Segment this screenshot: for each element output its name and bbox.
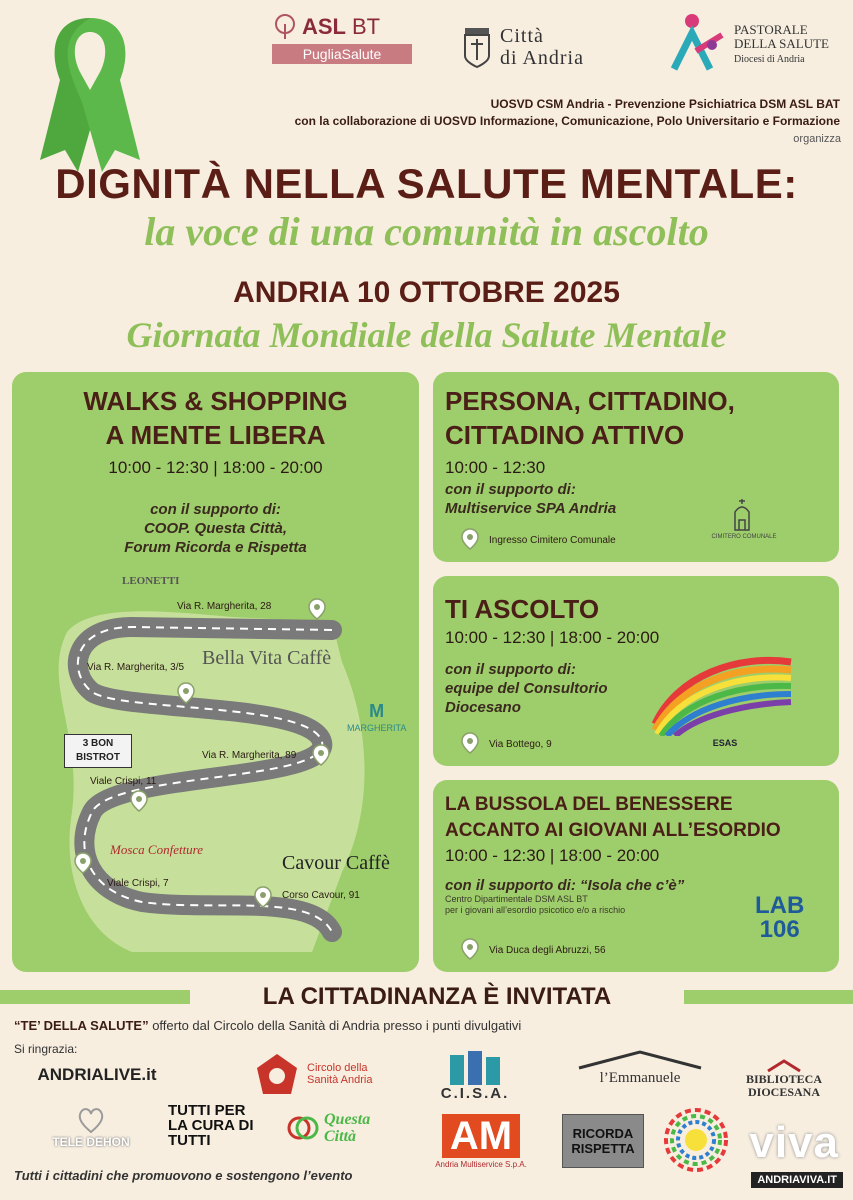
location-pin-icon [308, 598, 326, 620]
book-icon [764, 1057, 804, 1073]
event-title: DIGNITÀ NELLA SALUTE MENTALE: [55, 160, 798, 207]
location-pin-icon [312, 744, 330, 766]
thanks-label: Si ringrazia: [14, 1042, 78, 1056]
stop-address-1: Via R. Margherita, 28 [177, 601, 272, 612]
event-subtitle: la voce di una comunità in ascolto [144, 209, 709, 254]
shop-mosca: Mosca Confetture [110, 842, 204, 857]
sponsor-ricorda: RICORDA RISPETTA [562, 1114, 644, 1168]
emmanuele-label: l’Emmanuele [599, 1069, 681, 1086]
shop-margherita-label: MARGHERITA [347, 723, 407, 733]
questacitta-icon [286, 1111, 320, 1145]
asl-suffix: BT [352, 14, 381, 39]
bussola-time: 10:00 - 12:30 | 18:00 - 20:00 [445, 846, 660, 865]
footer-thanks: Tutti i cittadini che promuovono e sostengono l’evento [14, 1168, 353, 1183]
persona-title-line2: CITTADINO ATTIVO [445, 420, 685, 450]
coat-of-arms-icon [462, 26, 492, 68]
ascolto-address: Via Bottego, 9 [489, 739, 552, 750]
sponsor-circolo [248, 1048, 398, 1100]
ascolto-panel [433, 576, 839, 766]
asl-name: ASL [302, 14, 346, 39]
persona-support [445, 480, 616, 518]
esas-label: ESAS [712, 738, 738, 748]
lab106-logo [755, 894, 804, 942]
cisa-buildings-icon [448, 1051, 502, 1085]
walks-support [12, 500, 419, 557]
pastorale-line2: DELLA SALUTE [734, 36, 829, 51]
pastorale-logo [666, 10, 846, 80]
am-label: AM [442, 1114, 520, 1158]
teledehon-label: TELE DEHON [52, 1135, 130, 1149]
bussola-support: con il supporto di: “Isola che c’è” [445, 877, 685, 894]
organizer-line1: UOSVD CSM Andria - Prevenzione Psichiatrica DSM ASL BAT [490, 97, 840, 111]
sponsor-tutti: TUTTI PER LA CURA DI TUTTI [168, 1101, 254, 1149]
sponsor-am [426, 1110, 536, 1172]
rainbow-logo [647, 646, 797, 736]
lab106-line1: LAB [755, 892, 805, 919]
location-pin-icon [461, 938, 479, 960]
bussola-title-line1: LA BUSSOLA DEL BENESSERE [445, 794, 733, 815]
persona-title [445, 384, 735, 452]
roof-icon [575, 1050, 705, 1070]
walks-support-line2: COOP. Questa Città, [143, 520, 288, 537]
awareness-ribbon-icon [20, 10, 160, 175]
location-pin-icon [177, 682, 195, 704]
persona-support-line2: Multiservice SPA Andria [445, 500, 617, 517]
persona-panel [433, 372, 839, 562]
citta-line1: Città [500, 25, 544, 47]
organizza-label: organizza [793, 133, 841, 145]
circolo-icon [253, 1050, 301, 1098]
walks-time: 10:00 - 12:30 | 18:00 - 20:00 [108, 458, 323, 477]
persona-title-line1: PERSONA, CITTADINO, [445, 386, 735, 416]
location-pin-icon [254, 886, 272, 908]
shop-cavour: Cavour Caffè [282, 852, 390, 874]
bussola-title [445, 792, 781, 844]
ascolto-time: 10:00 - 12:30 | 18:00 - 20:00 [445, 628, 660, 647]
walks-title-line1: WALKS & SHOPPING [83, 386, 348, 416]
stop-address-5: Viale Crispi, 7 [107, 878, 169, 889]
pastorale-line3: Diocesi di Andria [734, 54, 805, 65]
sponsor-teledehon [36, 1098, 146, 1156]
invite-title: LA CITTADINANZA È INVITATA [262, 983, 612, 1010]
colorful-circle-logo [662, 1106, 730, 1174]
stop-address-6: Corso Cavour, 91 [282, 890, 360, 901]
organizer-line2: con la collaborazione di UOSVD Informazione, Comunicazione, Polo Universitario e Formazione [294, 114, 840, 128]
ascolto-support-line1: con il supporto di: [445, 661, 576, 678]
bussola-detail-line2: per i giovani all’esordio psicotico e/o a rischio [445, 905, 626, 915]
location-pin-icon [130, 790, 148, 812]
shop-margherita: M MARGHERITA [347, 701, 407, 733]
persona-support-line1: con il supporto di: [445, 481, 576, 498]
te-della-salute [14, 1018, 844, 1033]
citta-line2: di Andria [500, 47, 584, 69]
divider-left [0, 990, 190, 1004]
walks-support-line3: Forum Ricorda e Rispetta [124, 539, 307, 556]
andriaviva-site[interactable]: ANDRIAVIVA.IT [751, 1172, 843, 1188]
sponsor-biblioteca [736, 1052, 832, 1104]
location-pin-icon [74, 852, 92, 874]
walking-route-map [12, 572, 419, 972]
viva-watermark: viva [749, 1118, 839, 1167]
event-day-name: Giornata Mondiale della Salute Mentale [126, 315, 727, 355]
organizers [170, 96, 840, 130]
te-rest: offerto dal Circolo della Sanità di Andria presso i punti divulgativi [148, 1018, 522, 1033]
bussola-detail-line1: Centro Dipartimentale DSM ASL BT [445, 894, 588, 904]
questacitta-label: Questa Città [324, 1111, 371, 1145]
ascolto-title: TI ASCOLTO [445, 594, 600, 624]
stop-address-4: Viale Crispi, 11 [90, 776, 157, 787]
event-date: ANDRIA 10 OTTOBRE 2025 [233, 276, 620, 309]
am-sub: Andria Multiservice S.p.A. [435, 1159, 527, 1169]
asl-subtitle: PugliaSalute [272, 44, 412, 64]
cisa-label: C.I.S.A. [440, 1084, 510, 1102]
te-bold: “TE’ DELLA SALUTE” [14, 1018, 149, 1033]
divider-right [684, 990, 853, 1004]
lab106-line2: 106 [759, 916, 800, 943]
cemetery-chapel-icon [731, 498, 753, 532]
tree-icon [272, 14, 298, 40]
ascolto-support [445, 660, 608, 717]
asl-bt-logo [272, 14, 414, 74]
bussola-address: Via Duca degli Abruzzi, 56 [489, 945, 606, 956]
heart-icon [76, 1105, 106, 1135]
bussola-detail [445, 894, 625, 916]
walks-title-line2: A MENTE LIBERA [105, 420, 326, 450]
sponsor-cisa [410, 1046, 540, 1106]
pastorale-figure-icon [666, 11, 728, 79]
sponsor-questacitta [282, 1100, 388, 1156]
biblioteca-label: BIBLIOTECA DIOCESANA [745, 1072, 823, 1099]
location-pin-icon [461, 732, 479, 754]
ascolto-support-line3: Diocesano [445, 699, 521, 716]
persona-address: Ingresso Cimitero Comunale [489, 535, 616, 546]
cemetery-logo-text: CIMITERO COMUNALE [711, 534, 777, 540]
stop-address-2: Via R. Margherita, 3/5 [87, 662, 185, 673]
shop-bonbistrot: 3 BON BISTROT [64, 734, 132, 768]
shop-bellavita: Bella Vita Caffè [202, 647, 332, 669]
walks-panel [12, 372, 419, 972]
walks-support-line1: con il supporto di: [150, 501, 281, 518]
sponsor-emmanuele [570, 1044, 710, 1092]
persona-time: 10:00 - 12:30 [445, 458, 546, 477]
bussola-panel [433, 780, 839, 972]
sponsor-andrialive: ANDRIALIVE.it [37, 1065, 157, 1084]
bussola-title-line2: ACCANTO AI GIOVANI ALL’ESORDIO [445, 820, 781, 841]
stop-address-3: Via R. Margherita, 89 [202, 750, 297, 761]
pastorale-line1: PASTORALE [734, 22, 808, 37]
citta-andria-logo [462, 22, 632, 72]
shop-leonetti: LEONETTI [122, 575, 180, 587]
ascolto-support-line2: equipe del Consultorio [445, 680, 608, 697]
circolo-label: Circolo della Sanità Andria [307, 1062, 373, 1086]
walks-title [12, 384, 419, 452]
location-pin-icon [461, 528, 479, 550]
